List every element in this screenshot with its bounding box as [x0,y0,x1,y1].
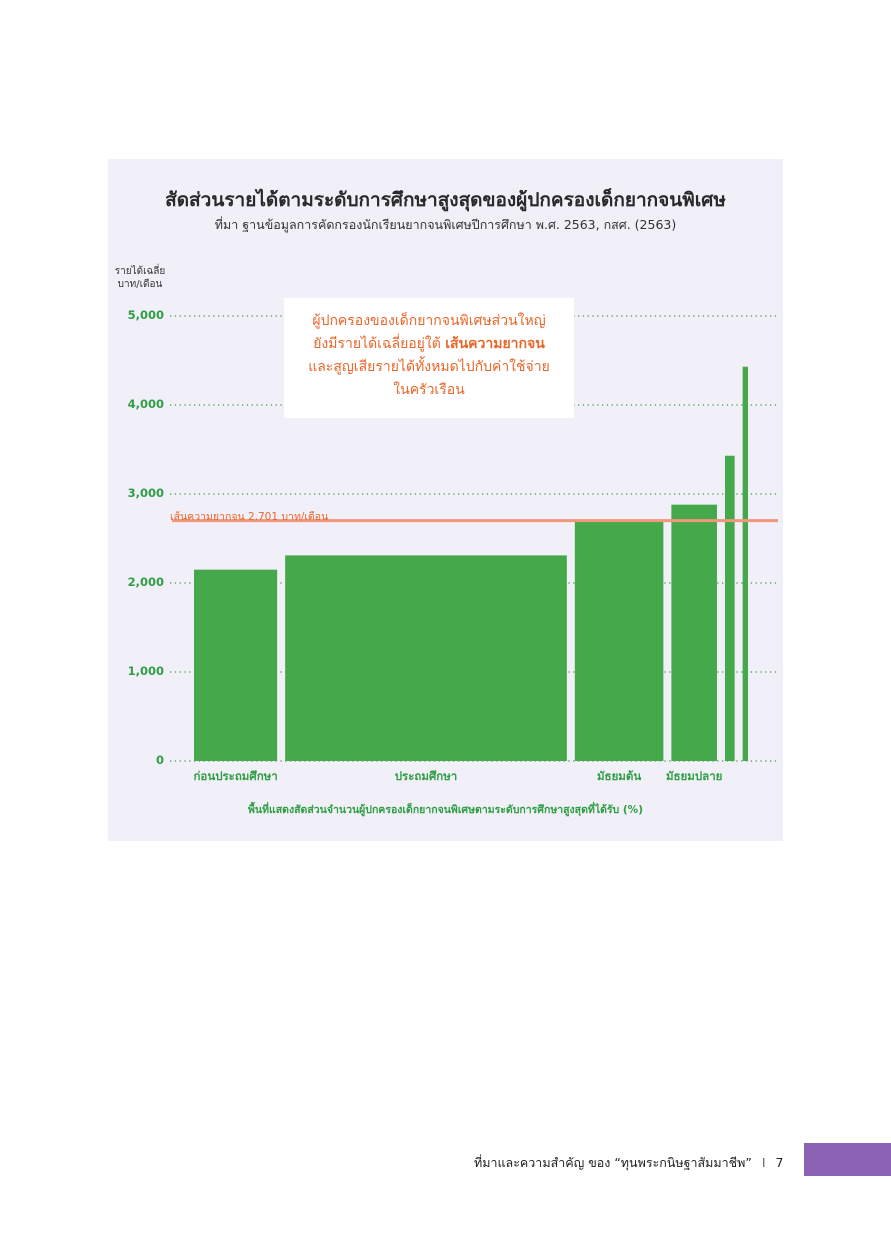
y-tick-label: 5,000 [127,308,164,322]
page-footer [474,1153,784,1173]
x-axis-label: พื้นที่แสดงสัดส่วนจำนวนผู้ปกครองเด็กยากจนพิเศษตามระดับการศึกษาสูงสุดที่ได้รับ (%) [247,804,644,816]
y-tick-label: 3,000 [127,486,164,500]
bar-2 [285,555,567,761]
page-tab-decoration [804,1143,891,1176]
footer-text: ที่มาและความสำคัญ ของ “ทุนพระกนิษฐาสัมมาชีพ” [474,1155,752,1170]
callout-line-4: ในครัวเรือน [393,382,465,398]
x-category-label: ก่อนประถมศึกษา [193,769,278,783]
x-category-label: มัธยมปลาย [665,769,723,783]
callout-line-1: ผู้ปกครองของเด็กยากจนพิเศษส่วนใหญ่ [312,313,546,329]
bar-3 [575,522,664,761]
callout-highlight: เส้นความยากจน [445,336,545,352]
chart-panel [108,159,783,841]
x-category-label: มัธยมต้น [596,769,642,783]
y-axis-label-line2: บาท/เดือน [117,279,163,290]
page-number: 7 [775,1155,784,1170]
footer-separator: I [761,1155,766,1170]
chart-source: ที่มา ฐานข้อมูลการคัดกรองนักเรียนยากจนพิเศษปีการศึกษา พ.ศ. 2563, กสศ. (2563) [214,217,677,232]
y-tick-label: 2,000 [127,575,164,589]
bar-5 [725,456,735,761]
y-axis-label-line1: รายได้เฉลี่ย [114,266,166,277]
callout-line-2-text: ยังมีรายได้เฉลี่ยอยู่ใต้ [313,336,446,352]
bar-4 [671,505,717,761]
callout-box [284,298,574,418]
y-tick-label: 1,000 [127,664,164,678]
poverty-line-label: เส้นความยากจน 2,701 บาท/เดือน [170,511,329,523]
callout-line-2 [284,333,574,356]
x-category-label: ประถมศึกษา [394,769,458,783]
chart-title: สัดส่วนรายได้ตามระดับการศึกษาสูงสุดของผู้ปกครองเด็กยากจนพิเศษ [165,189,726,211]
chart-plot [108,159,783,841]
y-tick-label: 4,000 [127,397,164,411]
callout-line-3: และสูญเสียรายได้ทั้งหมดไปกับค่าใช้จ่าย [308,359,550,375]
y-tick-label: 0 [155,753,164,767]
bar-1 [194,570,277,761]
bar-6 [743,367,748,761]
